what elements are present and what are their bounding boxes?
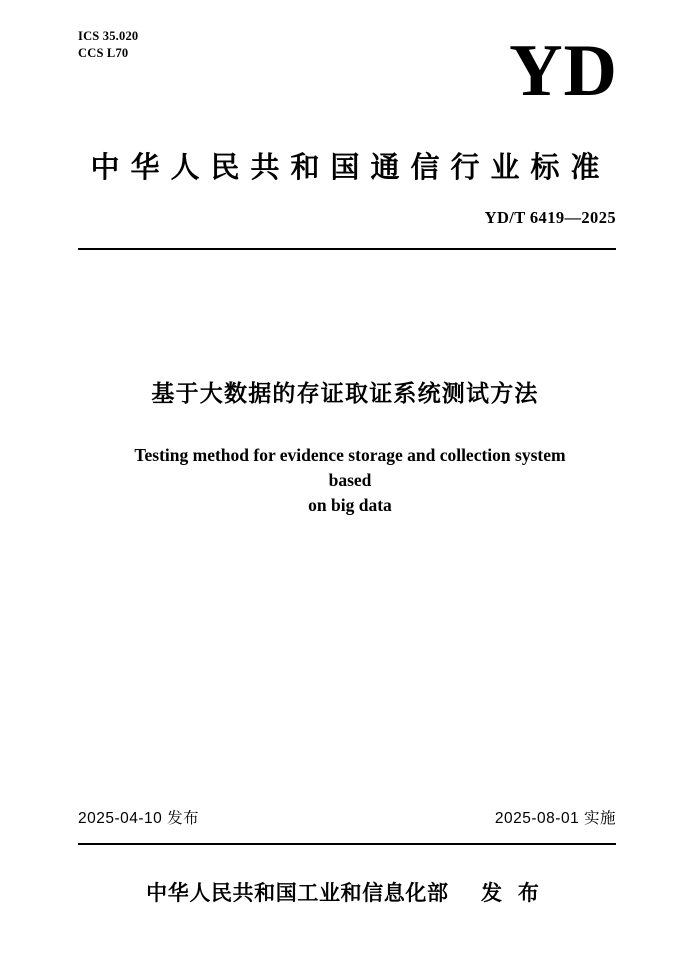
standard-number: YD/T 6419—2025	[484, 208, 616, 227]
publisher-name: 中华人民共和国工业和信息化部	[146, 882, 449, 905]
publish-date: 2025-04-10 发布	[78, 810, 200, 827]
title-english-line-2: on big data	[308, 495, 392, 515]
yd-logo: YD	[509, 30, 618, 112]
ics-code: ICS 35.020	[78, 29, 139, 43]
title-english-line-1: Testing method for evidence storage and collection system based	[134, 445, 566, 490]
divider-bottom	[78, 843, 616, 845]
ccs-code: CCS L70	[78, 46, 129, 60]
classification-codes	[78, 28, 138, 62]
document-title-chinese: 基于大数据的存证取证系统测试方法	[151, 380, 539, 406]
document-title-english	[120, 443, 580, 518]
issue-label: 发 布	[481, 882, 544, 905]
effective-date: 2025-08-01 实施	[494, 810, 616, 827]
publisher-line	[0, 877, 690, 907]
standard-series-name: 中华人民共和国通信行业标准	[90, 152, 611, 184]
divider-top	[78, 248, 616, 250]
dates-row	[78, 806, 616, 828]
